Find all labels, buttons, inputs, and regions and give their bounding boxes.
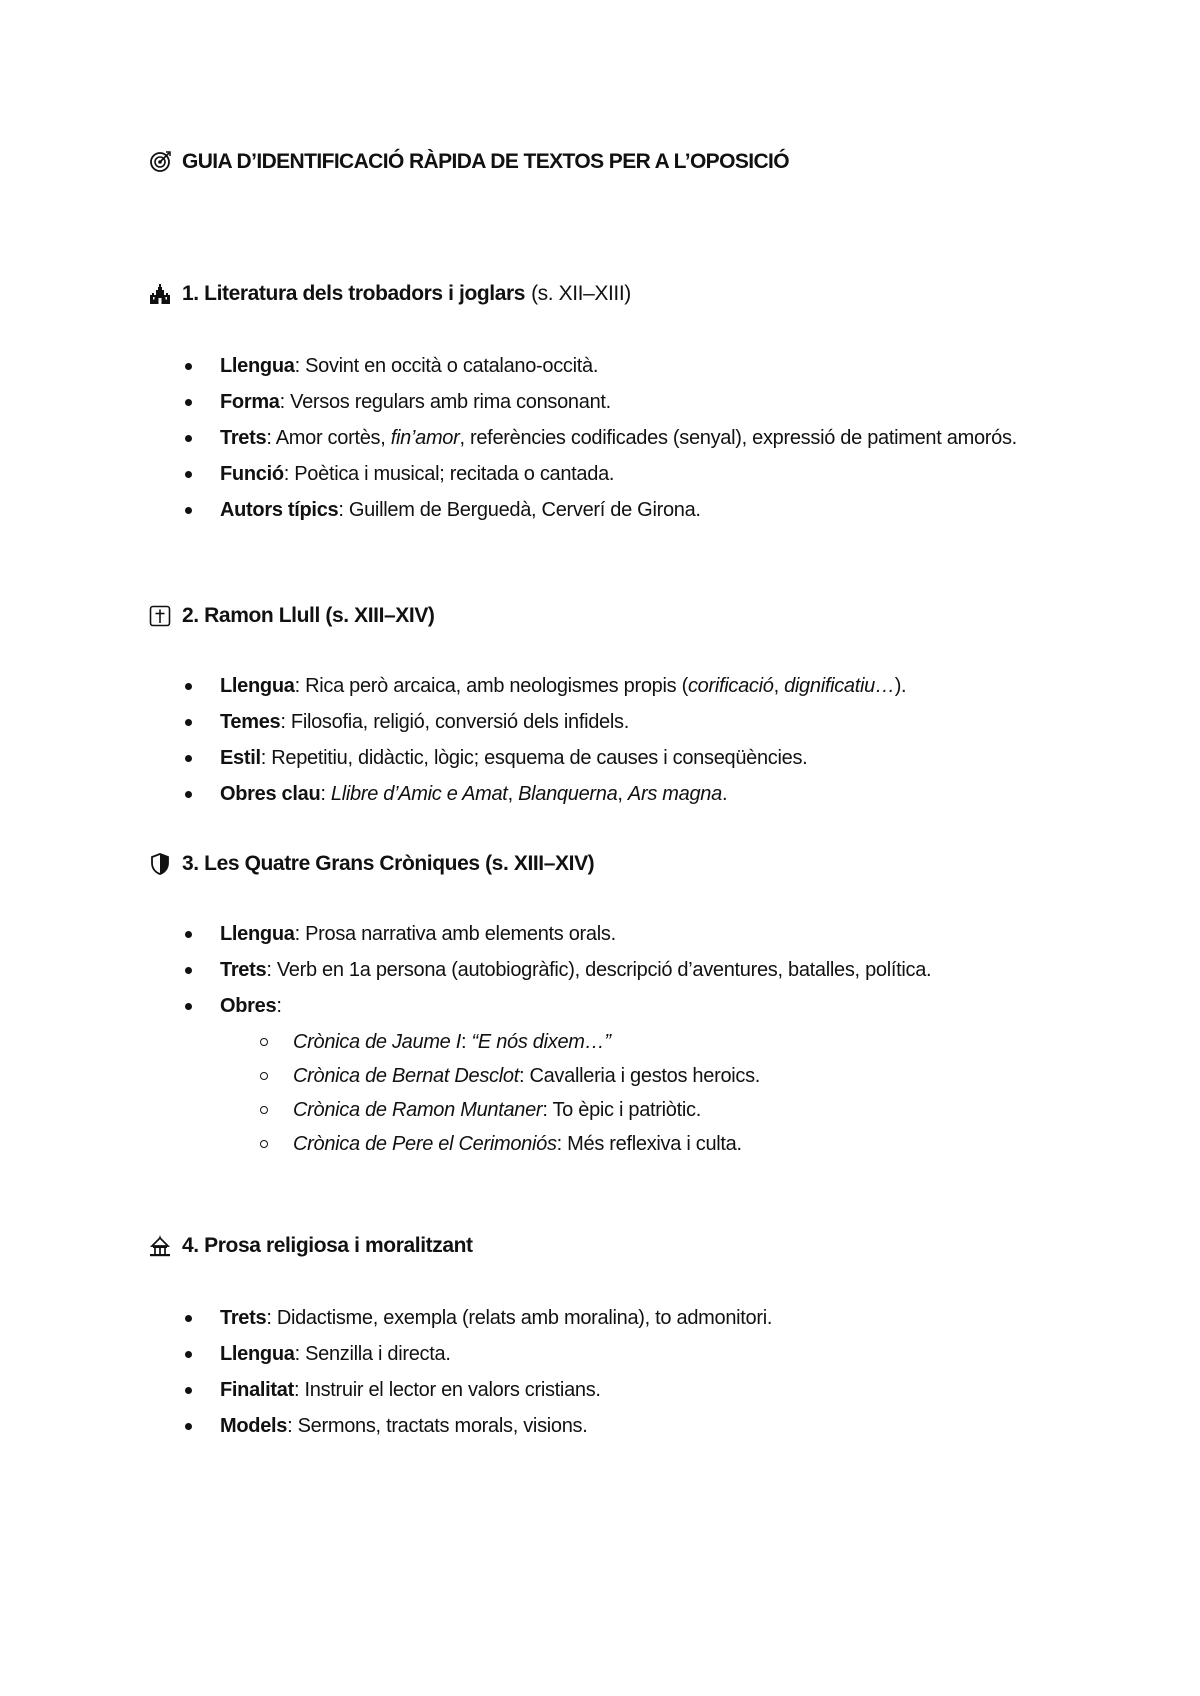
section-3-title: 3. Les Quatre Grans Cròniques (s. XIII–XIV) xyxy=(182,852,595,875)
section-1-period: (s. XII–XIII) xyxy=(531,282,631,305)
list-item: Trets: Didactisme, exempla (relats amb moralina), to admonitori. xyxy=(185,1302,1085,1335)
section-1-heading xyxy=(148,282,631,306)
sub-list-item: Crònica de Pere el Cerimoniós: Més reflexiva i culta. xyxy=(220,1127,1085,1161)
section-2-heading xyxy=(148,604,435,628)
temple-icon xyxy=(148,1234,172,1258)
section-1-title: 1. Literatura dels trobadors i joglars xyxy=(182,282,526,305)
page-title xyxy=(148,150,789,174)
section-2-title: 2. Ramon Llull (s. XIII–XIV) xyxy=(182,604,435,627)
sub-list-item: Crònica de Bernat Desclot: Cavalleria i gestos heroics. xyxy=(220,1059,1085,1093)
castle-icon xyxy=(148,282,172,306)
sub-list-item: Crònica de Jaume I: “E nós dixem…” xyxy=(220,1025,1085,1059)
list-item: Llengua: Rica però arcaica, amb neologismes propis (corificació, dignificatiu…). xyxy=(185,670,1085,703)
list-item: Estil: Repetitiu, didàctic, lògic; esquema de causes i conseqüències. xyxy=(185,742,1085,775)
compass-target-icon xyxy=(148,150,172,174)
list-item: Autors típics: Guillem de Berguedà, Cerverí de Girona. xyxy=(185,494,1085,527)
list-item: Forma: Versos regulars amb rima consonant. xyxy=(185,386,1085,419)
list-item: Trets: Amor cortès, fin’amor, referències codificades (senyal), expressió de patiment amorós. xyxy=(185,422,1085,455)
chronicles-sublist xyxy=(220,1025,1085,1161)
list-item: Funció: Poètica i musical; recitada o cantada. xyxy=(185,458,1085,491)
sub-list-item: Crònica de Ramon Muntaner: To èpic i patriòtic. xyxy=(220,1093,1085,1127)
list-item: Llengua: Prosa narrativa amb elements orals. xyxy=(185,918,1085,951)
section-4-heading xyxy=(148,1234,473,1258)
list-item: Llengua: Senzilla i directa. xyxy=(185,1338,1085,1371)
section-2-list xyxy=(185,670,1085,814)
list-item: Llengua: Sovint en occità o catalano-occità. xyxy=(185,350,1085,383)
list-item: Temes: Filosofia, religió, conversió dels infidels. xyxy=(185,706,1085,739)
title-text: GUIA D’IDENTIFICACIÓ RÀPIDA DE TEXTOS PER A L’OPOSICIÓ xyxy=(182,150,789,173)
section-4-list xyxy=(185,1302,1085,1446)
list-item: Finalitat: Instruir el lector en valors cristians. xyxy=(185,1374,1085,1407)
list-item: Obres: Crònica de Jaume I: “E nós dixem…” Crònica de Bernat Desclot: Cavalleria i gestos heroics. Crònica de Ramon Muntaner: To èpic i patriòtic. Crònica de Pere el Cerimoniós: Més reflexiva i culta. xyxy=(185,990,1085,1161)
section-1-list xyxy=(185,350,1085,530)
list-item: Models: Sermons, tractats morals, visions. xyxy=(185,1410,1085,1443)
section-3-list xyxy=(185,918,1085,1164)
shield-icon xyxy=(148,852,172,876)
section-3-heading xyxy=(148,852,594,876)
cross-box-icon xyxy=(148,604,172,628)
list-item: Obres clau: Llibre d’Amic e Amat, Blanquerna, Ars magna. xyxy=(185,778,1085,811)
list-item: Trets: Verb en 1a persona (autobiogràfic), descripció d’aventures, batalles, política. xyxy=(185,954,1085,987)
section-4-title: 4. Prosa religiosa i moralitzant xyxy=(182,1234,473,1257)
